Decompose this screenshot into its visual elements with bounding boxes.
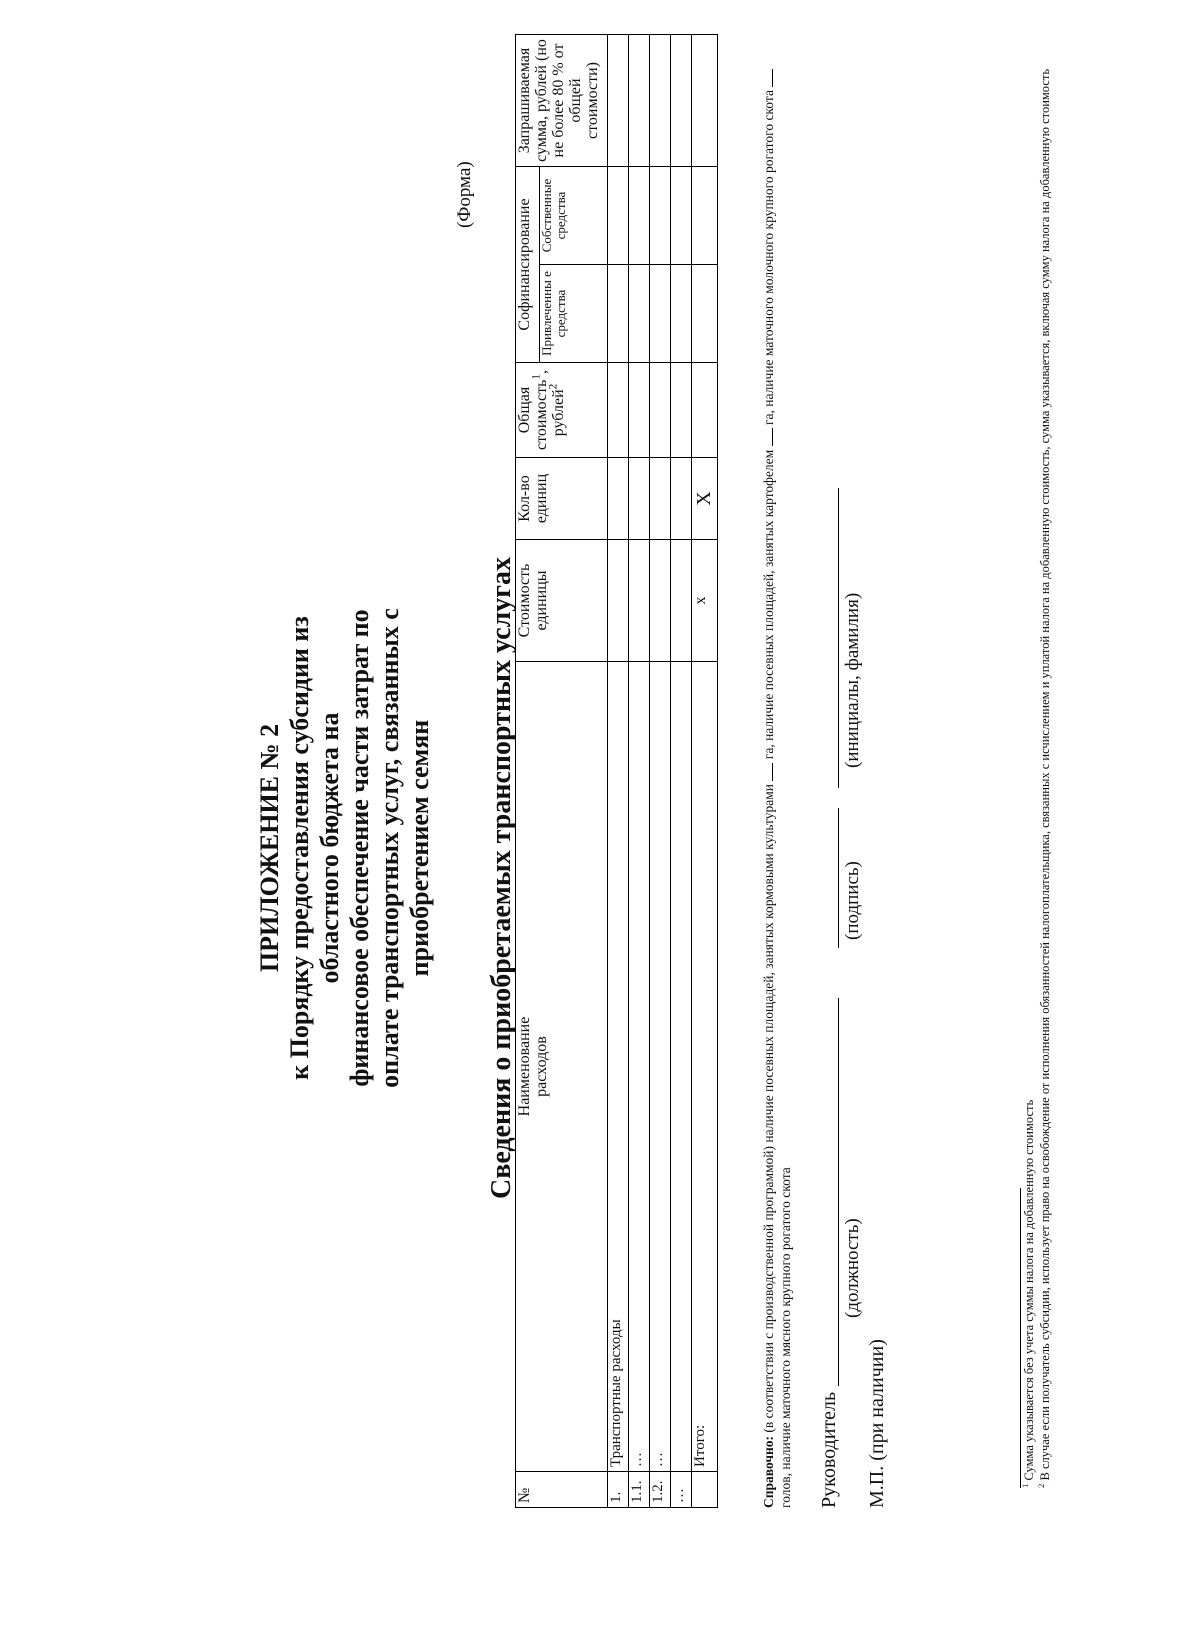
col-header-requested: Запрашиваемая сумма, рублей (но не более 80 % от общей стоимости) — [516, 35, 608, 167]
reference-label: Справочно: — [761, 1435, 776, 1508]
cell — [608, 265, 629, 363]
col-header-attracted: Привлеченны е средства — [540, 265, 608, 363]
expenses-table — [515, 34, 718, 1508]
form-label: (Форма) — [454, 161, 475, 228]
name-caption: (инициалы, фамилия) — [842, 592, 863, 768]
col-header-num: № — [516, 1472, 608, 1508]
cell — [629, 35, 650, 167]
footnote-1-mark: 1 — [1019, 1483, 1030, 1488]
cell — [692, 35, 718, 167]
blank-field[interactable] — [772, 69, 773, 87]
appendix-title: ПРИЛОЖЕНИЕ № 2 — [255, 723, 284, 973]
cell — [608, 363, 629, 458]
cell — [650, 540, 671, 662]
footnote-ref-1: 1 — [530, 374, 543, 380]
cell — [692, 265, 718, 363]
cell — [692, 1472, 718, 1508]
appendix-header — [255, 468, 435, 1228]
col-header-unit-cost: Стоимость единицы — [516, 540, 608, 662]
table-row — [629, 35, 650, 1508]
col-header-total-a: Общая стоимость — [516, 379, 550, 450]
row-num: … — [671, 1472, 692, 1508]
cell — [692, 167, 718, 265]
cell — [629, 363, 650, 458]
cell — [692, 363, 718, 458]
col-header-total — [516, 363, 608, 458]
cell — [650, 363, 671, 458]
footnote-2-mark: 2 — [1035, 1483, 1046, 1488]
footnote-ref-2: 2 — [547, 383, 560, 390]
cell — [629, 265, 650, 363]
stamp-label: М.П. (при наличии) — [866, 1339, 888, 1508]
row-name: … — [650, 662, 671, 1472]
total-qty: X — [692, 458, 718, 540]
cell — [608, 35, 629, 167]
name-line[interactable] — [838, 488, 839, 788]
reference-text-1: (в соответствии с производственной программой) наличие посевных площадей, занятых кормовыми культурами — [761, 780, 776, 1436]
reference-text-2: га, наличие посевных площадей, занятых картофелем — [761, 446, 776, 763]
position-line[interactable] — [838, 998, 839, 1386]
cell — [650, 167, 671, 265]
col-header-name-text: Наименование расходов — [516, 1016, 550, 1117]
footnote-2 — [1035, 18, 1053, 1488]
appendix-line-1: к Порядку предоставления субсидии из — [285, 616, 314, 1080]
cell — [650, 458, 671, 540]
total-unit-cost: x — [692, 540, 718, 662]
position-caption: (должность) — [842, 1218, 863, 1318]
row-name — [671, 662, 692, 1472]
footnote-1 — [1019, 18, 1037, 1488]
total-label: Итого: — [692, 662, 718, 1472]
blank-field[interactable] — [772, 428, 773, 446]
col-header-total-b: , рублей — [533, 370, 567, 437]
total-row — [692, 35, 718, 1508]
footnote-2-text: В случае если получатель субсидии, использует право на освобождение от исполнения обязанностей налогоплательщика, связанных с исчислением и уплатой налога на добавленную стоимость, сумма указывается, включая сумму налога на добавленную стоимость — [1038, 68, 1052, 1484]
footnote-1-text: Сумма указывается без учета суммы налога на добавленную стоимость — [1022, 1099, 1036, 1484]
col-header-name — [516, 662, 608, 1472]
cell — [671, 167, 692, 265]
appendix-line-5: приобретением семян — [405, 719, 434, 977]
head-label: Руководитель — [818, 1391, 840, 1508]
table-row — [608, 35, 629, 1508]
signature-line[interactable] — [838, 808, 839, 948]
cell — [671, 458, 692, 540]
appendix-line-4: оплате транспортных услуг, связанных с — [375, 608, 404, 1088]
row-name: … — [629, 662, 650, 1472]
blank-field[interactable] — [772, 763, 773, 781]
cell — [650, 265, 671, 363]
cell — [608, 540, 629, 662]
reference-text-4: голов, наличие маточного мясного крупного рогатого скота — [778, 1167, 793, 1508]
table-title: Сведения о приобретаемых транспортных услугах — [486, 557, 517, 1200]
cell — [650, 35, 671, 167]
signature-caption: (подпись) — [842, 861, 863, 940]
cell — [608, 167, 629, 265]
cell — [671, 35, 692, 167]
cell — [629, 167, 650, 265]
cell — [671, 363, 692, 458]
table-row — [671, 35, 692, 1508]
row-name: Транспортные расходы — [608, 662, 629, 1472]
cell — [629, 458, 650, 540]
row-num: 1.2. — [650, 1472, 671, 1508]
col-header-qty: Кол-во единиц — [516, 458, 608, 540]
cell — [671, 540, 692, 662]
cell — [608, 458, 629, 540]
footnote-divider — [1020, 1188, 1021, 1488]
appendix-line-3: финансовое обеспечение части затрат по — [345, 609, 374, 1087]
cell — [671, 265, 692, 363]
table-row — [650, 35, 671, 1508]
appendix-line-2: областного бюджета на — [315, 712, 344, 984]
row-num: 1.1. — [629, 1472, 650, 1508]
row-num: 1. — [608, 1472, 629, 1508]
col-header-cofinancing: Софинансирование — [516, 167, 540, 363]
reference-text-3: га, наличие маточного молочного крупного рогатого скота — [761, 86, 776, 429]
cell — [629, 540, 650, 662]
reference-note — [760, 38, 794, 1508]
col-header-own: Собственные средства — [540, 167, 608, 265]
